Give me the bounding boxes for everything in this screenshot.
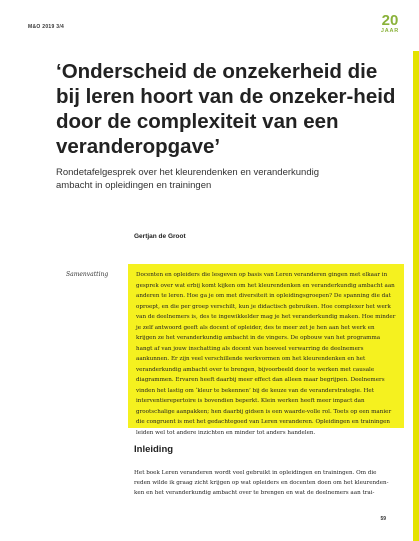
author-name: Gertjan de Groot — [134, 233, 186, 240]
logo-label: JAAR — [380, 28, 400, 34]
summary-box — [128, 264, 404, 436]
journal-reference: M&O 2019 3/4 — [28, 24, 65, 30]
summary-label: Samenvatting — [66, 271, 109, 278]
section-heading: Inleiding — [134, 444, 174, 455]
body-text: Het boek Leren veranderen wordt veel gebruikt in opleidingen en trainingen. Om die reden wilde ik graag zicht krijgen op wat opleiders en docenten doen om het kleurenden-ken en het veranderkundig ambacht over te brengen en wat de deelnemers aan trai- — [134, 470, 389, 496]
article-title: ‘Onderscheid de onzekerheid die bij leren hoort van de onzeker-heid door de complexiteit van een veranderopgave’ — [56, 60, 396, 158]
summary-text: Docenten en opleiders die lesgeven op basis van Leren veranderen gingen met elkaar in gesprek over wat erbij komt kijken om het kleurendenken en veranderkundig ambacht aan anderen te leren. Hoe ga je om met diversiteit in opleidingsgroepen? De spanning die dat oproept, en die per groep verschilt, kun je didactisch gebruiken. Hoe complexer het werk van de deelnemers is, des te ingewikkelder mag je het veranderkundig maken. Hoe minder je zelf antwoord geeft als docent of opleider, des te meer zet je hen aan het werk en krijgen ze het veranderkundig ambacht in de vingers. De opbouw van het programma hangt af van jouw inschatting als docent van hoeveel verwarring de deelnemers aankunnen. Er zijn veel verschillende werkvormen om het kleurendenken en het veranderkundig ambacht over te brengen, bijvoorbeeld door te werken met causale diagrammen. Ervaren heeft daarbij meer effect dan alleen maar begrijpen. Deelnemers vinden het lastig om ‘kleur te bekennen’ bij de keuze van de veranderstrategie. Het interventierepertoire is bovendien beperkt. Klein werken heeft meer impact dan grootschalige aanpakken; hen daarbij gidsen is een waarde-volle rol. Toets op een manier die congruent is met het gedachtegoed van Leren veranderen. Opleidingen en trainingen leiden wel tot andere inzichten en minder tot anders handelen. — [136, 272, 396, 436]
page-number: 59 — [380, 516, 386, 522]
logo-number: 20 — [381, 12, 399, 29]
anniversary-logo — [377, 14, 403, 35]
article-subtitle: Rondetafelgesprek over het kleurendenken en veranderkundig ambacht in opleidingen en trainingen — [56, 167, 320, 191]
accent-bar — [413, 51, 419, 541]
